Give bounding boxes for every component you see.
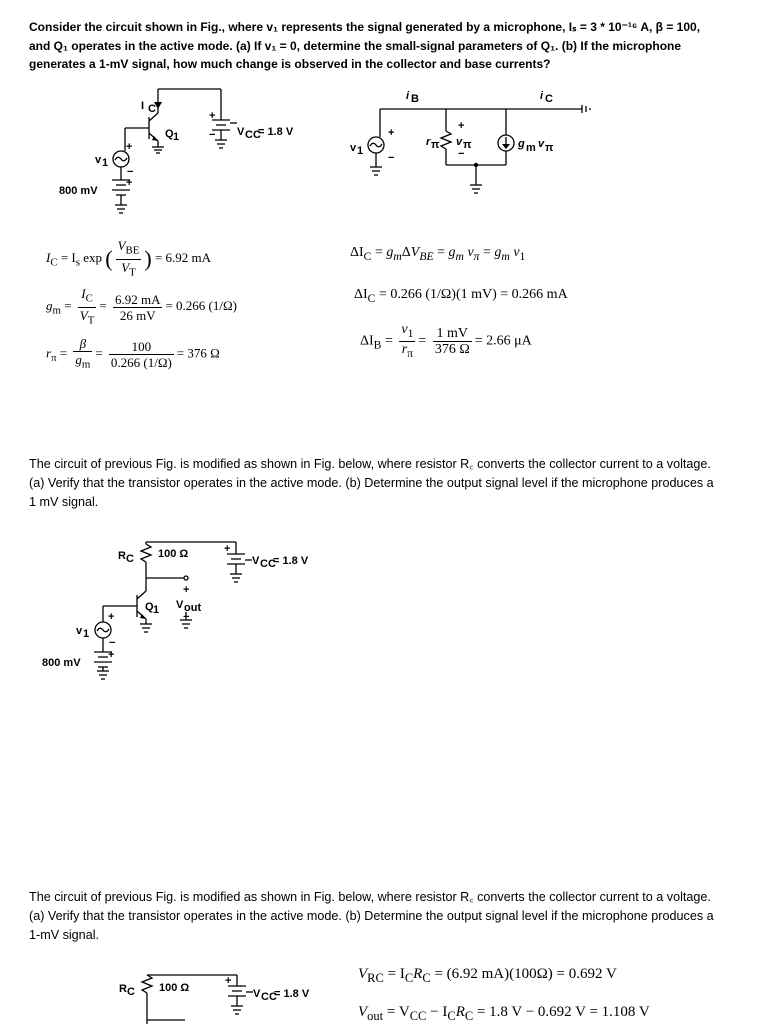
svg-text:v: v (95, 154, 102, 166)
svg-text:π: π (431, 139, 440, 151)
circuit1-diagram (55, 85, 315, 230)
equation-delta-ib: $\Delta I_B$ = $\frac{v_1}{r_\pi}$ = $\frac{1 mV}{376 \Omega}$ = 2.66 μA (360, 322, 532, 360)
svg-text:+: + (458, 120, 465, 132)
svg-text:−: − (127, 166, 134, 178)
equation-delta-ic-gm: $\Delta I_C = g_m\Delta V_{BE} = g_m$ $v_\pi = g_m$ $v_1$ (350, 245, 526, 263)
svg-text:m: m (526, 142, 536, 154)
svg-text:+: + (126, 177, 133, 189)
svg-text:v: v (456, 136, 463, 148)
equation-vrc: $V_{RC} = I_CR_C = (6.92$ mA)(100Ω) = 0.692 V (358, 966, 617, 985)
svg-text:V: V (237, 126, 245, 138)
svg-text:v: v (538, 138, 545, 150)
svg-text:−: − (458, 148, 465, 160)
equation-ic: $I_C = I_s$ exp ( $\frac{V_{BE}}{V_T}$ ) = 6.92 mA (46, 238, 212, 279)
svg-text:C: C (126, 553, 134, 565)
svg-text:800 mV: 800 mV (42, 657, 81, 669)
circuit3-diagram (115, 970, 345, 1024)
svg-text:Q: Q (165, 128, 174, 140)
svg-text:V: V (252, 555, 260, 567)
problem1-text: Consider the circuit shown in Fig., where v₁ represents the signal generated by a microphone, Iₛ = 3 * 10⁻¹⁶ A, β = 100, and Q₁ operates in the active mode. (a) If v₁ = 0, determine the small-signal parameters of Q₁. (b) If the microphone generates a 1-mV signal, how much change is observed in the collector and base currents? (29, 20, 701, 71)
svg-text:v: v (76, 625, 83, 637)
svg-text:−: − (388, 152, 395, 164)
svg-text:800 mV: 800 mV (59, 185, 98, 197)
svg-text:1: 1 (357, 145, 364, 157)
svg-text:= 1.8 V: = 1.8 V (258, 126, 294, 138)
svg-text:i: i (540, 90, 544, 102)
svg-text:V: V (176, 599, 184, 611)
svg-text:+: + (209, 110, 216, 122)
svg-text:CC: CC (260, 558, 276, 570)
circuit2-diagram (38, 540, 338, 680)
svg-text:π: π (545, 142, 554, 154)
svg-text:100 Ω: 100 Ω (158, 548, 189, 560)
svg-text:R: R (118, 550, 126, 562)
equation-delta-ic-value: $\Delta I_C = 0.266$ (1/Ω)(1 mV) = 0.266 mA (354, 287, 568, 305)
equation-vout: $V_{out} = V_{CC} - I_CR_C = 1.8$ V − 0.692 V = 1.108 V (358, 1004, 650, 1023)
svg-text:π: π (463, 139, 472, 151)
svg-text:i: i (406, 90, 410, 102)
svg-text:v: v (350, 142, 357, 154)
svg-text:CC: CC (261, 991, 277, 1003)
svg-text:g: g (518, 138, 525, 150)
svg-text:+: + (108, 649, 115, 661)
svg-text:B: B (411, 93, 419, 105)
svg-text:Q: Q (145, 601, 154, 613)
svg-text:+: + (183, 584, 190, 596)
svg-text:out: out (184, 602, 202, 614)
svg-text:100 Ω: 100 Ω (159, 982, 190, 994)
svg-text:1: 1 (83, 628, 90, 640)
small-signal-model-diagram (340, 85, 610, 210)
svg-text:−: − (109, 637, 116, 649)
svg-text:r: r (426, 136, 431, 148)
svg-text:= 1.8 V: = 1.8 V (274, 988, 310, 1000)
equation-rpi: $r_\pi$ = $\frac{\beta}{g_m}$ = $\frac{100}{0.266 (1/\Omega)}$ = 376 Ω (46, 336, 220, 371)
equation-gm: $g_m$ = $\frac{I_C}{V_T}$ = $\frac{6.92 mA}{26 mV}$ = 0.266 (1/Ω) (46, 286, 237, 327)
problem2-text: The circuit of previous Fig. is modified as shown in Fig. below, where resistor R꜀ converts the collector current to a voltage. (a) Verify that the transistor operates in the active mode. (b) Determine the output signal level if the microphone produces a 1 mV signal. (29, 457, 714, 509)
svg-text:1: 1 (102, 157, 109, 169)
svg-text:1: 1 (173, 131, 180, 143)
svg-text:C: C (127, 986, 135, 998)
svg-text:V: V (253, 988, 261, 1000)
svg-text:C: C (545, 93, 553, 105)
svg-text:+: + (108, 611, 115, 623)
svg-text:+: + (225, 975, 232, 987)
svg-text:R: R (119, 983, 127, 995)
svg-text:C: C (148, 103, 156, 115)
svg-text:+: + (224, 543, 231, 555)
svg-text:I: I (141, 100, 145, 112)
svg-text:1: 1 (153, 604, 160, 616)
problem3-text: The circuit of previous Fig. is modified as shown in Fig. below, where resistor R꜀ converts the collector current to a voltage. (a) Verify that the transistor operates in the active mode. (b) Determine the output signal level if the microphone produces a 1-mV signal. (29, 890, 714, 942)
svg-text:+: + (126, 141, 133, 153)
svg-text:= 1.8 V: = 1.8 V (273, 555, 309, 567)
svg-text:+: + (388, 127, 395, 139)
svg-text:CC: CC (245, 129, 261, 141)
svg-text:−: − (209, 129, 216, 141)
svg-text:−: − (183, 611, 190, 623)
